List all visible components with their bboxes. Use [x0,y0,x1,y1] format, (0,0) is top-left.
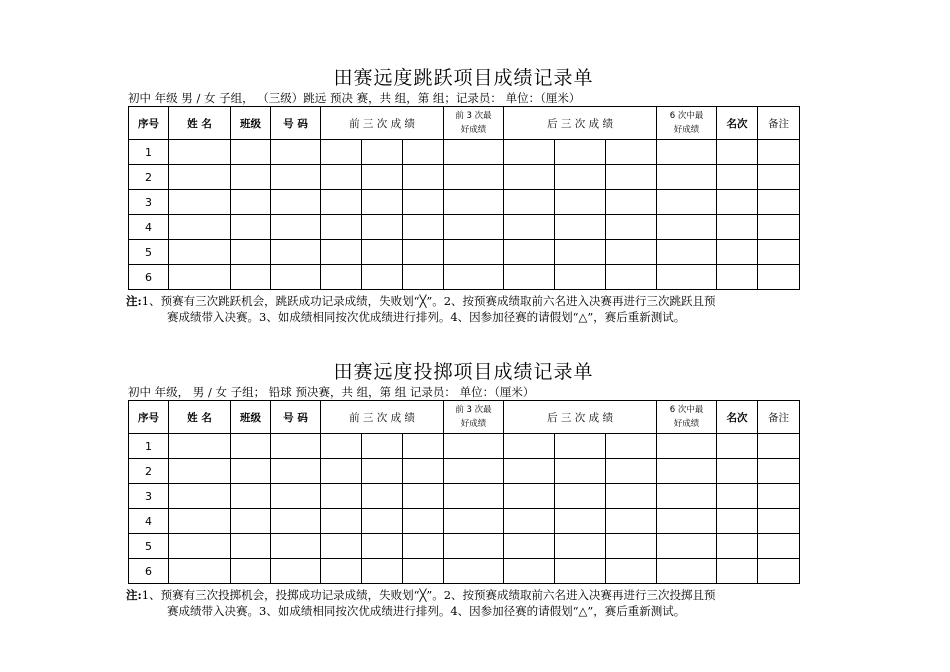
row-seq: 6 [129,559,169,584]
score-cell[interactable] [362,559,403,584]
row-seq: 2 [129,459,169,484]
best-cell[interactable] [657,559,717,584]
name-cell[interactable] [169,534,231,559]
name-cell[interactable] [169,434,231,459]
score-cell[interactable] [606,509,657,534]
header-first-three: 前 三 次 成 绩 [321,107,444,140]
rank-cell[interactable] [717,459,758,484]
number-cell[interactable] [271,509,321,534]
jump-record-form [128,66,799,325]
row-seq: 4 [129,509,169,534]
number-cell[interactable] [271,215,321,240]
remark-cell[interactable] [758,265,800,290]
header-row [129,401,800,434]
rank-cell[interactable] [717,434,758,459]
header-remark: 备注 [758,107,800,140]
class-cell[interactable] [231,434,271,459]
score-cell[interactable] [403,484,444,509]
form-subtitle: 初中 年级， 男 / 女 子组； 铅球 预决赛，共 组，第 组 记录员： 单位：（厘米） [128,385,535,399]
header-seq: 序号 [129,401,169,434]
rank-cell[interactable] [717,509,758,534]
number-cell[interactable] [271,434,321,459]
class-cell[interactable] [231,534,271,559]
best-cell[interactable] [657,459,717,484]
table-row [129,240,800,265]
score-cell[interactable] [362,265,403,290]
form-title: 田赛远度投掷项目成绩记录单 [333,361,594,383]
rank-cell[interactable] [717,265,758,290]
header-number: 号 码 [271,401,321,434]
score-cell[interactable] [321,509,362,534]
header-name: 姓 名 [169,107,231,140]
rank-cell[interactable] [717,215,758,240]
number-cell[interactable] [271,559,321,584]
score-cell[interactable] [555,165,606,190]
class-cell[interactable] [231,215,271,240]
best-cell[interactable] [444,265,504,290]
best-cell[interactable] [444,240,504,265]
rank-cell[interactable] [717,140,758,165]
score-cell[interactable] [362,215,403,240]
form-subtitle: 初中 年级 男 / 女 子组， （三级）跳远 预决 赛，共 组，第 组；记录员： 单位：（厘米） [128,91,581,105]
name-cell[interactable] [169,190,231,215]
score-cell[interactable] [362,140,403,165]
note-line-2: 赛成绩带入决赛。3、如成绩相同按次优成绩进行排列。4、因参加径赛的请假划“△”，赛后重新测试。 [167,604,686,618]
score-cell[interactable] [504,190,555,215]
score-cell[interactable] [555,434,606,459]
table-row [129,165,800,190]
table-row [129,434,800,459]
score-cell[interactable] [362,165,403,190]
score-cell[interactable] [403,509,444,534]
rank-cell[interactable] [717,190,758,215]
best-cell[interactable] [657,190,717,215]
rank-cell[interactable] [717,165,758,190]
score-cell[interactable] [403,434,444,459]
header-first-three: 前 三 次 成 绩 [321,401,444,434]
row-seq: 2 [129,165,169,190]
remark-cell[interactable] [758,140,800,165]
best-cell[interactable] [657,265,717,290]
throw-record-form [128,360,799,619]
best-cell[interactable] [444,190,504,215]
score-cell[interactable] [504,509,555,534]
name-cell[interactable] [169,484,231,509]
number-cell[interactable] [271,484,321,509]
form-title: 田赛远度跳跃项目成绩记录单 [333,67,594,89]
score-cell[interactable] [555,509,606,534]
score-cell[interactable] [504,265,555,290]
score-cell[interactable] [321,534,362,559]
score-cell[interactable] [555,534,606,559]
header-remark: 备注 [758,401,800,434]
score-cell[interactable] [403,265,444,290]
score-cell[interactable] [555,559,606,584]
score-cell[interactable] [321,484,362,509]
row-seq: 3 [129,190,169,215]
score-cell[interactable] [606,190,657,215]
best-cell[interactable] [444,165,504,190]
score-cell[interactable] [403,240,444,265]
score-cell[interactable] [504,215,555,240]
class-cell[interactable] [231,559,271,584]
table-row [129,484,800,509]
best-cell[interactable] [657,484,717,509]
remark-cell[interactable] [758,165,800,190]
class-cell[interactable] [231,240,271,265]
number-cell[interactable] [271,265,321,290]
name-cell[interactable] [169,459,231,484]
row-seq: 6 [129,265,169,290]
best-cell[interactable] [444,140,504,165]
score-cell[interactable] [555,140,606,165]
header-last-three: 后 三 次 成 绩 [504,401,657,434]
header-rank: 名次 [717,401,758,434]
score-cell[interactable] [403,559,444,584]
score-cell[interactable] [606,215,657,240]
note-line-1: 1、预赛有三次跳跃机会，跳跃成功记录成绩，失败划“╳”。2、按预赛成绩取前六名进入决赛再进行三次跳跃且预 [141,294,716,308]
best-cell[interactable] [444,509,504,534]
remark-cell[interactable] [758,509,800,534]
best-cell[interactable] [444,484,504,509]
remark-cell[interactable] [758,240,800,265]
score-cell[interactable] [321,165,362,190]
header-number: 号 码 [271,107,321,140]
score-cell[interactable] [321,140,362,165]
score-cell[interactable] [504,165,555,190]
score-cell[interactable] [403,215,444,240]
best-cell[interactable] [657,215,717,240]
remark-cell[interactable] [758,534,800,559]
header-best-six: 6 次中最 好成绩 [657,401,717,434]
best-cell[interactable] [444,534,504,559]
score-cell[interactable] [606,265,657,290]
score-cell[interactable] [362,190,403,215]
rank-cell[interactable] [717,484,758,509]
score-cell[interactable] [362,484,403,509]
number-cell[interactable] [271,240,321,265]
class-cell[interactable] [231,509,271,534]
score-cell[interactable] [555,459,606,484]
note-line-2: 赛成绩带入决赛。3、如成绩相同按次优成绩进行排列。4、因参加径赛的请假划“△”，赛后重新测试。 [167,310,686,324]
score-cell[interactable] [504,434,555,459]
score-cell[interactable] [321,559,362,584]
score-cell[interactable] [606,240,657,265]
header-class: 班级 [231,107,271,140]
score-cell[interactable] [606,165,657,190]
score-cell[interactable] [606,559,657,584]
rank-cell[interactable] [717,559,758,584]
name-cell[interactable] [169,140,231,165]
score-table [128,400,800,584]
best-cell[interactable] [444,434,504,459]
class-cell[interactable] [231,140,271,165]
header-best-three: 前 3 次最 好成绩 [444,107,504,140]
header-rank: 名次 [717,107,758,140]
table-row [129,459,800,484]
score-cell[interactable] [606,140,657,165]
best-cell[interactable] [657,240,717,265]
name-cell[interactable] [169,265,231,290]
note-label: 注: [126,588,142,602]
remark-cell[interactable] [758,190,800,215]
row-seq: 1 [129,140,169,165]
table-row [129,559,800,584]
best-cell[interactable] [444,215,504,240]
remark-cell[interactable] [758,434,800,459]
header-seq: 序号 [129,107,169,140]
header-row [129,107,800,140]
score-cell[interactable] [321,215,362,240]
number-cell[interactable] [271,165,321,190]
score-cell[interactable] [362,509,403,534]
score-cell[interactable] [403,165,444,190]
note-label: 注: [126,294,142,308]
score-cell[interactable] [321,459,362,484]
table-row [129,190,800,215]
best-cell[interactable] [657,509,717,534]
score-cell[interactable] [321,434,362,459]
header-best-three: 前 3 次最 好成绩 [444,401,504,434]
number-cell[interactable] [271,459,321,484]
table-row [129,534,800,559]
remark-cell[interactable] [758,559,800,584]
class-cell[interactable] [231,459,271,484]
table-row [129,215,800,240]
row-seq: 3 [129,484,169,509]
row-seq: 4 [129,215,169,240]
score-cell[interactable] [403,140,444,165]
best-cell[interactable] [657,434,717,459]
class-cell[interactable] [231,190,271,215]
name-cell[interactable] [169,165,231,190]
row-seq: 5 [129,534,169,559]
score-cell[interactable] [606,434,657,459]
table-row [129,509,800,534]
score-cell[interactable] [504,484,555,509]
score-cell[interactable] [555,484,606,509]
score-cell[interactable] [504,534,555,559]
score-cell[interactable] [403,190,444,215]
row-seq: 5 [129,240,169,265]
score-cell[interactable] [403,459,444,484]
name-cell[interactable] [169,240,231,265]
score-cell[interactable] [606,484,657,509]
score-cell[interactable] [362,240,403,265]
form-notes [126,587,826,619]
score-cell[interactable] [504,140,555,165]
header-class: 班级 [231,401,271,434]
score-cell[interactable] [504,559,555,584]
name-cell[interactable] [169,215,231,240]
score-cell[interactable] [555,240,606,265]
class-cell[interactable] [231,265,271,290]
score-table [128,106,800,290]
class-cell[interactable] [231,165,271,190]
score-cell[interactable] [606,534,657,559]
score-cell[interactable] [606,459,657,484]
score-cell[interactable] [321,265,362,290]
score-cell[interactable] [362,434,403,459]
name-cell[interactable] [169,559,231,584]
best-cell[interactable] [657,534,717,559]
score-cell[interactable] [504,459,555,484]
number-cell[interactable] [271,190,321,215]
score-cell[interactable] [403,534,444,559]
score-cell[interactable] [321,190,362,215]
score-cell[interactable] [362,534,403,559]
number-cell[interactable] [271,534,321,559]
row-seq: 1 [129,434,169,459]
score-cell[interactable] [555,190,606,215]
score-cell[interactable] [504,240,555,265]
best-cell[interactable] [444,459,504,484]
number-cell[interactable] [271,140,321,165]
remark-cell[interactable] [758,215,800,240]
best-cell[interactable] [444,559,504,584]
score-cell[interactable] [321,240,362,265]
header-name: 姓 名 [169,401,231,434]
score-cell[interactable] [555,265,606,290]
note-line-1: 1、预赛有三次投掷机会，投掷成功记录成绩，失败划“╳”。2、按预赛成绩取前六名进入决赛再进行三次投掷且预 [141,588,716,602]
rank-cell[interactable] [717,240,758,265]
remark-cell[interactable] [758,484,800,509]
header-last-three: 后 三 次 成 绩 [504,107,657,140]
form-notes [126,293,826,325]
table-row [129,140,800,165]
header-best-six: 6 次中最 好成绩 [657,107,717,140]
best-cell[interactable] [657,165,717,190]
remark-cell[interactable] [758,459,800,484]
score-cell[interactable] [362,459,403,484]
rank-cell[interactable] [717,534,758,559]
class-cell[interactable] [231,484,271,509]
name-cell[interactable] [169,509,231,534]
score-cell[interactable] [555,215,606,240]
best-cell[interactable] [657,140,717,165]
table-row [129,265,800,290]
